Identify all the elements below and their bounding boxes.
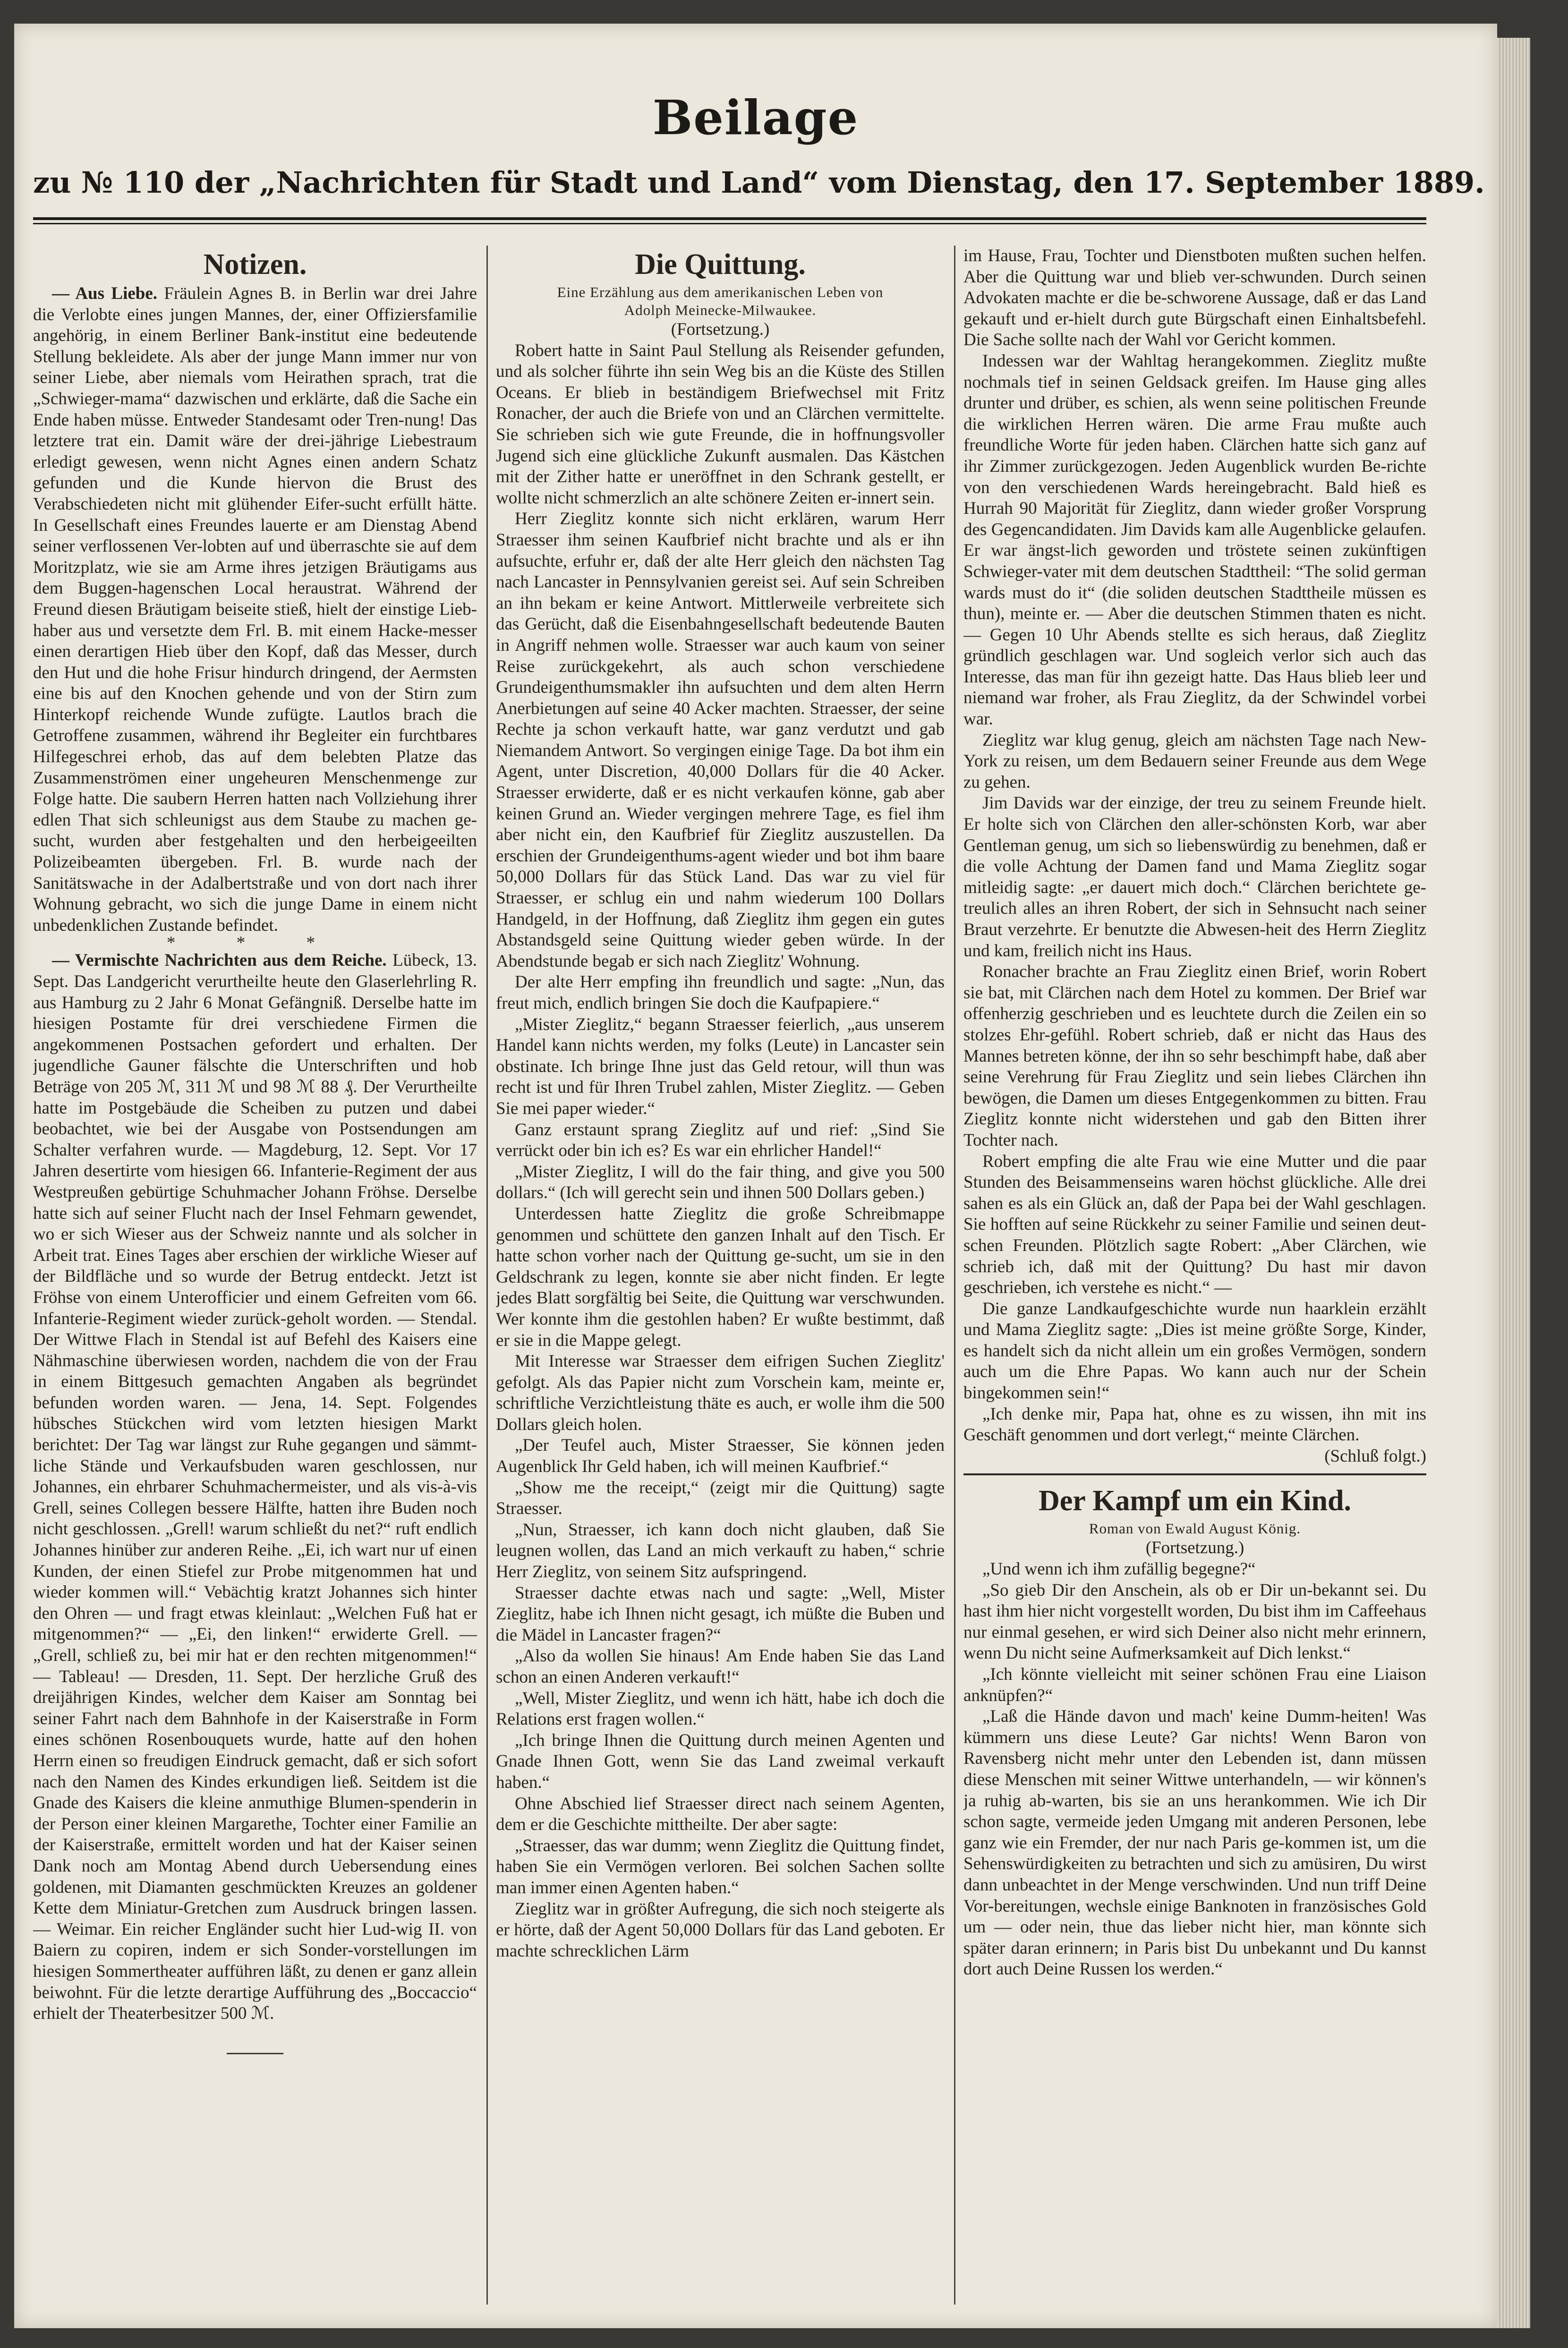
- paragraph: Mit Interesse war Straesser dem eifrigen Suchen Zieglitz' gefolgt. Als das Papier nicht zum Vorschein kam, meinte er, schriftliche Verzichtleistung thäte es auch, er wolle ihm die 500 Dollars gleich holen.: [496, 1352, 945, 1434]
- paragraph: Ganz erstaunt sprang Zieglitz auf und rief: „Sind Sie verrückt oder bin ich es? Es war ein ehrlicher Handel!“: [496, 1120, 945, 1161]
- paragraph: im Hause, Frau, Tochter und Dienstboten mußten suchen helfen. Aber die Quittung war und blieb ver-schwunden. Durch seinen Advokaten machte er die be-schworene Aussage, daß er das Land gekauft und er-hielt durch gute Bürgschaft einen Einhaltsbefehl. Die Sache sollte nach der Wahl vor Gericht kommen.: [963, 246, 1426, 350]
- paragraph: „Mister Zieglitz,“ begann Straesser feierlich, „aus unserem Handel kann nichts werden, my folks (Leute) in Lancaster sein obstinate. Ich bringe Ihne just das Geld retour, will thun was recht ist und für Ihren Trubel zahlen, Mister Zieglitz. — Geben Sie mei paper wieder.“: [496, 1014, 945, 1118]
- section-stars: * * *: [167, 933, 343, 953]
- paragraph: „So gieb Dir den Anschein, als ob er Dir un-bekannt sei. Du hast ihm hier nicht vorgestellt worden, Du bist ihm im Caffeehaus nur einmal gesehen, er wird sich Deiner also nicht mehr erinnern, wenn Du nicht seine Aufmerksamkeit auf Dich lenkst.“: [963, 1580, 1426, 1663]
- paragraph: „Also da wollen Sie hinaus! Am Ende haben Sie das Land schon an einen Anderen verkauft!“: [496, 1646, 945, 1687]
- continuation-note: (Fortsetzung.): [1145, 1538, 1244, 1558]
- paragraph: Ronacher brachte an Frau Zieglitz einen Brief, worin Robert sie bat, mit Clärchen nach dem Hotel zu kommen. Der Brief war offenherzig geschrieben und es leuchtete durch die Zeilen ein so stolzes Ehr-gefühl. Robert schrieb, daß er nicht das Haus des Mannes betreten könne, der ihn so sehr beschimpft habe, daß aber seine Verehrung für Frau Zieglitz und sein liebes Clärchen ihn bewögen, die Damen um dieses Entgegenkommen zu bitten. Frau Zieglitz konnte nicht widerstehen und gab den Bitten ihrer Tochter nach.: [963, 962, 1426, 1150]
- column-die-quittung: [496, 246, 945, 2309]
- paragraph: „Well, Mister Zieglitz, und wenn ich hätt, habe ich doch die Relations erst fragen wollen.“: [496, 1688, 945, 1729]
- supplement-title: Beilage: [652, 90, 859, 145]
- section-separator: [963, 1473, 1426, 1475]
- to-be-continued-note: (Schluß folgt.): [1324, 1446, 1426, 1466]
- paragraph: Robert hatte in Saint Paul Stellung als Reisender gefunden, und als solcher führte ihn sein Weg bis an die Küste des Stillen Oceans. Er blieb in beständigem Briefwechsel mit Fritz Ronacher, der auch die Briefe von und an Clärchen vermittelte. Sie schrieben sich wie gute Freunde, die in hoffnungsvoller Jugend sich eine glückliche Zukunft ausmalen. Das Kästchen mit der Zither hatte er uneröffnet in den Schrank gestellt, er wollte nicht schmerzlich an alte schönere Zeiten er-innert sein.: [496, 340, 945, 508]
- column-divider-1: [486, 246, 488, 2305]
- section-heading-notizen: Notizen.: [203, 248, 307, 281]
- paragraph: „Show me the receipt,“ (zeigt mir die Quittung) sagte Straesser.: [496, 1478, 945, 1519]
- newspaper-page: [14, 24, 1497, 2328]
- column-divider-2: [954, 246, 955, 2305]
- paragraph: „Straesser, das war dumm; wenn Zieglitz die Quittung findet, haben Sie ein Vermögen verloren. Bei solchen Sachen sollte man immer einen Agenten haben.“: [496, 1836, 945, 1897]
- paragraph: Zieglitz war klug genug, gleich am nächsten Tage nach New-York zu reisen, um dem Bedauern seiner Freunde aus dem Wege zu gehen.: [963, 730, 1426, 792]
- paragraph: Indessen war der Wahltag herangekommen. Zieglitz mußte nochmals tief in seinen Geldsack greifen. Im Hause ging alles drunter und drüber, es schien, als wenn seine politischen Freunde die wirklichen Herren wären. Die arme Frau mußte auch freundliche Worte für jeden haben. Clärchen hatte sich ganz auf ihr Zimmer zurückgezogen. Jeden Augenblick wurden Be-richte von den verschiedenen Wards hereingebracht. Bald hieß es Hurrah 90 Majorität für Zieglitz, dann wieder großer Vorsprung des Gegencandidaten. Jim Davids kam alle Augenblicke gelaufen. Er war ängst-lich geworden und tröstete seinen zukünftigen Schwieger-vater mit dem deutschen Stadttheil: “The solid german wards must do it“ (die soliden deutschen Stadttheile müssen es thun), meinte er. — Aber die deutschen Stimmen thaten es nicht. — Gegen 10 Uhr Abends stellte es sich heraus, daß Zieglitz gründlich geschlagen war. Und sogleich verlor sich auch das Interesse, das man für ihn gezeigt hatte. Das Haus blieb leer und niemand war froher, als Frau Zieglitz, da der Schwindel vorbei war.: [963, 351, 1426, 729]
- novel-title: Der Kampf um ein Kind.: [1039, 1485, 1351, 1517]
- story-subtitle: Eine Erzählung aus dem amerikanischen Leben von: [557, 284, 884, 300]
- paragraph: „Ich könnte vielleicht mit seiner schönen Frau eine Liaison anknüpfen?“: [963, 1665, 1426, 1705]
- paragraph: Zieglitz war in größter Aufregung, die sich noch steigerte als er hörte, daß der Agent 50,000 Dollars für das Land geboten. Er machte schrecklichen Lärm: [496, 1899, 945, 1961]
- story-author: Adolph Meinecke-Milwaukee.: [624, 302, 817, 318]
- article-vermischte-nachrichten: [33, 950, 477, 2024]
- paragraph: Robert empfing die alte Frau wie eine Mutter und die paar Stunden des Beisammenseins waren höchst glückliche. Alle drei sahen es als ein Glück an, daß der Papa bei der Wahl geschlagen. Sie hofften auf seine Rückkehr zu seiner Familie und seinen deut-schen Freunden. Plötzlich sagte Robert: „Aber Clärchen, wie schrieb ich, daß mit der Quittung? Du hast mir davon geschrieben, ich verstehe es nicht.“ —: [963, 1151, 1426, 1298]
- paragraph: Unterdessen hatte Zieglitz die große Schreibmappe genommen und schüttete den ganzen Inhalt auf den Tisch. Er hatte schon vorher nach der Quittung ge-sucht, um sie in den Geldschrank zu legen, konnte sie aber nicht finden. Er legte jedes Blatt sorgfältig bei Seite, die Quittung war verschwunden. Wer konnte ihm die gestohlen haben? Er wußte bestimmt, daß er sie in die Mappe gelegt.: [496, 1204, 945, 1350]
- article-body: Fräulein Agnes B. in Berlin war drei Jahre die Verlobte eines jungen Mannes, der, einer Offiziersfamilie angehörig, in einem Berliner Bank-institut eine bedeutende Stellung bekleidete. Als aber der junge Mann immer nur von seiner Liebe, aber niemals vom Heirathen sprach, trat die „Schwieger-mama“ dazwischen und erklärte, daß die Sache ein Ende haben müsse. Entweder Standesamt oder Tren-nung! Das letztere trat ein. Damit wäre der drei-jährige Liebestraum erledigt gewesen, wenn nicht Agnes einen andern Schatz gefunden und die Kunde hiervon die Brust des Verabschiedeten nicht mit glühender Eifer-sucht erfüllt hätte. In Gesellschaft eines Freundes lauerte er am Dienstag Abend seiner verflossenen Ver-lobten auf und überraschte sie auf dem Moritzplatz, wie sie am Arme ihres jetzigen Bräutigams aus dem Buggen-hagenschen Local heraustrat. Während der Freund diesen Bräutigam beiseite stieß, hielt der einstige Lieb-haber aus und versetzte dem Frl. B. mit einem Hacke-messer einen derartigen Hieb über den Kopf, daß das Messer, durch den Hut und die hohe Frisur hindurch dringend, der Aermsten eine bis auf den Knochen gehende und von der Stirn zum Hinterkopf reichende Wunde zufügte. Lautlos brach die Getroffene zusammen, während ihr Begleiter ein furchtbares Hilfegeschrei erhob, das auf dem belebten Platze das Zusammenströmen einer ungeheuren Menschenmenge zur Folge hatte. Die saubern Herren hatten nach Vollziehung ihrer edlen That sich schleunigst aus dem Staube zu machen ge-sucht, wurden aber festgehalten und den herbeigeeilten Polizeibeamten übergeben. Frl. B. wurde nach der Sanitätswache in der Adalbertstraße und von dort nach ihrer Wohnung gebracht, wo sich die junge Dame in einem nicht unbedenklichen Zustande befindet.: [33, 284, 477, 935]
- article-body: Lübeck, 13. Sept. Das Landgericht verurtheilte heute den Glaserlehrling R. aus Hamburg zu 2 Jahr 6 Monat Gefängniß. Derselbe hatte im hiesigen Postamte für drei verschiedene Firmen die angekommenen Postsachen gefordert und erhalten. Der jugendliche Gauner fälschte die Unterschriften und hob Beträge von 205 ℳ, 311 ℳ und 98 ℳ 88 ₰. Der Verurtheilte hatte im Postgebäude die Scheiben zu putzen und dabei beobachtet, wie bei der Ausgabe von Postsendungen am Schalter verfahren wurde. — Magdeburg, 12. Sept. Vor 17 Jahren desertirte vom hiesigen 66. Infanterie-Regiment der aus Westpreußen gebürtige Schuhmacher Johann Fröhse. Derselbe hatte sich auf seiner Flucht nach der Insel Fehmarn gewendet, wo er sich Wieser aus der Schweiz nannte und als solcher in Arbeit trat. Eines Tages aber erschien der wirkliche Wieser auf der Bildfläche und so wurde der Betrug entdeckt. Jetzt ist Fröhse von einem Unterofficier und einem Gefreiten vom 66. Infanterie-Regiment wieder zurück-geholt worden. — Stendal. Der Wittwe Flach in Stendal ist auf Befehl des Kaisers eine Nähmaschine überwiesen worden, nachdem die von der Frau in einem Bittgesuch gemachten Angaben als begründet befunden worden waren. — Jena, 14. Sept. Folgendes hübsches Stückchen wird vom letzten hiesigen Markt berichtet: Der Tag war längst zur Ruhe gegangen und sämmt-liche Stände und Verkaufsbuden waren geschlossen, nur Johannes, ein ehrbarer Schuhmachermeister, und als vis-à-vis Grell, seines Collegen bessere Hälfte, hatten ihre Buden noch nicht geschlossen. „Grell! warum schließt du net?“ ruft endlich Johannes hinüber zur anderen Reihe. „Ei, ich wart nur uf einen Kunden, der einen Stiefel zur Probe mitgenommen hat und wieder kommen will.“ Vebächtig kratzt Johannes sich hinter den Ohren — und fragt etwas kleinlaut: „Welchen Fuß hat er mitgenommen?“ — „Ei, den linken!“ erwiderte Grell. — „Grell, schließ zu, bei mir hat er den rechten mitgenommen!“ — Tableau! — Dresden, 11. Sept. Der herzliche Gruß des dreijährigen Kindes, welcher dem Kaiser am Sonntag bei seiner Fahrt nach dem Bahnhofe in der Kaiserstraße in Form eines schönen Rosenbouquets wurde, hatte auf den hohen Herrn einen so freudigen Eindruck gemacht, daß er sich sofort nach den Namen des Kindes erkundigen ließ. Seitdem ist die Gnade des Kaisers die kleine anmuthige Blumen-spenderin in der Person einer kleinen Margarethe, Tochter einer Familie an der Kaiserstraße, ermittelt worden und hat der Kaiser seinen Dank noch am Montag Abend durch Uebersendung eines goldenen, mit Diamanten geschmückten Kreuzes an goldener Kette dem Miniatur-Gretchen zum Ausdruck bringen lassen. — Weimar. Ein reicher Engländer sucht hier Lud-wig II. von Baiern zu copiren, indem er sich Sonder-vorstellungen im hiesigen Sommertheater aufführen läßt, zu denen er ganz allein beiwohnt. Für die letzte derartige Aufführung des „Boccaccio“ erhielt der Theaterbesitzer 500 ℳ.: [33, 951, 477, 2024]
- paragraph: Straesser dachte etwas nach und sagte: „Well, Mister Zieglitz, habe ich Ihnen nicht gesagt, ich müßte die Buben und die Mädel in Lancaster fragen?“: [496, 1583, 945, 1645]
- paragraph: „Nun, Straesser, ich kann doch nicht glauben, daß Sie leugnen wollen, das Land an mich verkauft zu haben,“ schrie Herr Zieglitz, von seinem Sitz aufspringend.: [496, 1520, 945, 1582]
- paragraph: „Ich bringe Ihnen die Quittung durch meinen Agenten und Gnade Ihnen Gott, wenn Sie das Land zweimal verkauft haben.“: [496, 1730, 945, 1792]
- column-notizen: [33, 246, 477, 2309]
- column-right: [963, 246, 1426, 2309]
- continuation-note: (Fortsetzung.): [671, 320, 770, 339]
- paragraph: Ohne Abschied lief Straesser direct nach seinem Agenten, dem er die Geschichte mittheilte. Der aber sagte:: [496, 1794, 945, 1835]
- paragraph: Jim Davids war der einzige, der treu zu seinem Freunde hielt. Er holte sich von Clärchen den aller-schönsten Korb, war aber Gentleman genug, um sich so liebenswürdig zu benehmen, daß er die volle Achtung der Damen fand und Mama Zieglitz sogar mitleidig sagte: „er dauert mich doch.“ Clärchen berichtete ge-treulich alles an ihren Robert, der sich in Sehnsucht nach seiner Braut verzehrte. Er benutzte die Abwesen-heit des Herrn Zieglitz und kam, freilich nicht ins Haus.: [963, 793, 1426, 961]
- paragraph: „Ich denke mir, Papa hat, ohne es zu wissen, ihn mit ins Geschäft genommen und dort verlegt,“ meinte Clärchen.: [963, 1404, 1426, 1445]
- paragraph: Die ganze Landkaufgeschichte wurde nun haarklein erzählt und Mama Zieglitz sagte: „Dies ist meine größte Sorge, Kinder, es handelt sich da nicht allein um ein großes Vermögen, sondern auch um die Ehre Papas. Wo kann auch nur der Schein bingekommen sein!“: [963, 1299, 1426, 1403]
- novel-author: Roman von Ewald August König.: [1089, 1520, 1301, 1537]
- column-end-rule: [227, 2053, 283, 2054]
- supplement-subtitle: zu № 110 der „Nachrichten für Stadt und Land“ vom Dienstag, den 17. September 1889.: [33, 165, 1485, 200]
- paragraph: Herr Zieglitz konnte sich nicht erklären, warum Herr Straesser ihm seinen Kaufbrief nicht brachte und als er ihn aufsuchte, erfuhr er, daß der alte Herr gleich den nächsten Tag nach Lancaster in Pennsylvanien gereist sei. Auf sein Schreiben an ihn bekam er keine Antwort. Mittlerweile verbreitete sich das Gerücht, daß die Eisenbahngesellschaft bedeutende Bauten in Angriff nehmen wolle. Straesser war auch kaum von seiner Reise zurückgekehrt, als auch schon verschiedene Grundeigenthumsmakler ihn aufsuchten und dem alten Herrn Anerbietungen auf seine 40 Acker machten. Straesser, der seine Rechte ja schon verkauft hatte, war ganz verdutzt und gab Niemandem Antwort. So vergingen einige Tage. Da bot ihm ein Agent, unter Discretion, 40,000 Dollars für die 40 Acker. Straesser erwiderte, daß er es nicht verkaufen könne, gab aber keinen Grund an. Wieder vergingen mehrere Tage, es fiel ihm aber nicht ein, den Kaufbrief für Zieglitz auszustellen. Da erschien der Grundeigenthums-agent wieder und bot ihm baare 50,000 Dollars für das Stück Land. Das war zu viel für Straesser, er schlug ein und nahm wiederum 100 Dollars Handgeld, in der Hoffnung, daß Zieglitz ihm gegen ein gutes Abstandsgeld seine Quittung wieder geben würde. In der Abendstunde begab er sich nach Zieglitz' Wohnung.: [496, 509, 945, 971]
- paragraph: „Der Teufel auch, Mister Straesser, Sie können jeden Augenblick Ihr Geld haben, ich will meinen Kaufbrief.“: [496, 1436, 945, 1477]
- paragraph: „Und wenn ich ihm zufällig begegne?“: [982, 1559, 1256, 1579]
- article-lead: — Aus Liebe.: [52, 284, 158, 303]
- article-lead: — Vermischte Nachrichten aus dem Reiche.: [52, 951, 387, 970]
- header-rule-top: [33, 217, 1426, 220]
- paragraph: Der alte Herr empfing ihn freundlich und sagte: „Nun, das freut mich, endlich bringen Sie doch die Kaufpapiere.“: [496, 972, 945, 1013]
- paragraph: „Mister Zieglitz, I will do the fair thing, and give you 500 dollars.“ (Ich will gerecht sein und ihnen 500 Dollars geben.): [496, 1162, 945, 1203]
- story-title: Die Quittung.: [635, 248, 806, 281]
- page-edge: [1497, 38, 1530, 2328]
- article-aus-liebe: [33, 283, 477, 936]
- paragraph: „Laß die Hände davon und mach' keine Dumm-heiten! Was kümmern uns diese Leute? Gar nichts! Wenn Baron von Ravensberg nicht mehr unter den Lebenden ist, dann müssen diese Menschen mit seiner Wittwe unterhandeln, — wir können's ja ruhig ab-warten, bis sie an uns herankommen. Wie ich Dir schon sagte, vermeide jeden Umgang mit anderen Personen, lebe ganz wie ein Fremder, der nur nach Paris ge-kommen ist, um die Sehenswürdigkeiten zu betrachten und sich zu amüsiren, Du wirst dann unbeachtet in der Menge verschwinden. Und nun triff Deine Vor-bereitungen, wechsle einige Banknoten in französisches Gold um — oder nein, thue das lieber nicht hier, man könnte sich später daran erinnern; in Paris bist Du unbekannt und Du kannst dort auch Deine Russen los werden.“: [963, 1707, 1426, 1979]
- header-rule-bottom: [33, 223, 1426, 224]
